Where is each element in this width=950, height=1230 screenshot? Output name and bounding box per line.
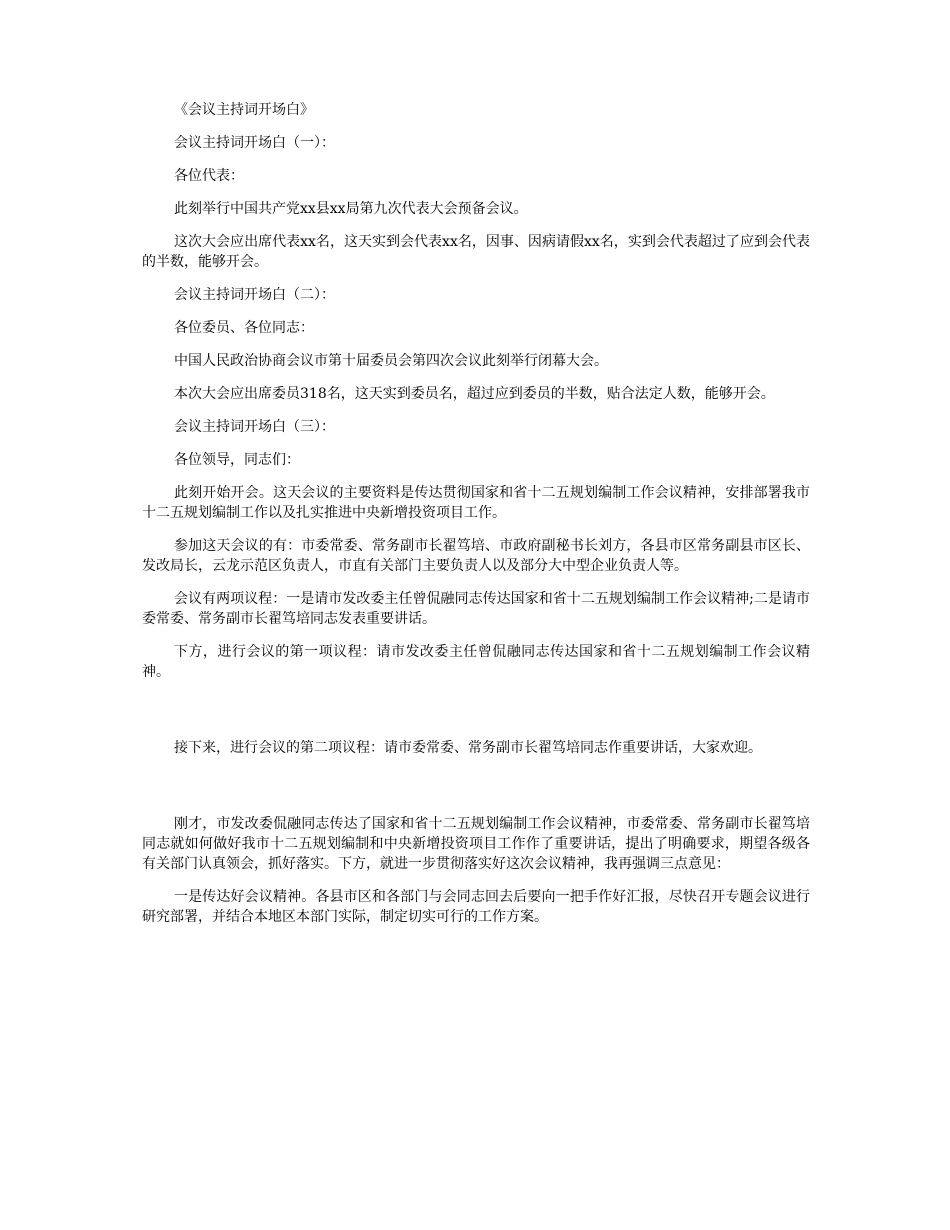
paragraph: 本次大会应出席委员318名，这天实到委员名，超过应到委员的半数，贴合法定人数，能够开会。 bbox=[174, 386, 775, 402]
paragraph: 这次大会应出席代表xx名，这天实到会代表xx名，因事、因病请假xx名，实到会代表超过了应到会代表的半数，能够开会。 bbox=[142, 234, 810, 270]
paragraph: 会议有两项议程：一是请市发改委主任曾侃融同志传达国家和省十二五规划编制工作会议精神;二是请市委常委、常务副市长翟笃培同志发表重要讲话。 bbox=[142, 591, 810, 627]
paragraph: 下方，进行会议的第一项议程：请市发改委主任曾侃融同志传达国家和省十二五规划编制工作会议精神。 bbox=[142, 644, 810, 680]
paragraph: 中国人民政治协商会议市第十届委员会第四次会议此刻举行闭幕大会。 bbox=[174, 353, 608, 369]
document-body bbox=[142, 100, 810, 940]
salutation-1: 各位代表： bbox=[174, 168, 244, 184]
paragraph: 刚才，市发改委侃融同志传达了国家和省十二五规划编制工作会议精神，市委常委、常务副市长翟笃培同志就如何做好我市十二五规划编制和中央新增投资项目工作作了重要讲话，提出了明确要求，期望各级各有关部门认真领会，抓好落实。下方，就进一步贯彻落实好这次会议精神，我再强调三点意见： bbox=[142, 816, 810, 872]
document-title: 《会议主持词开场白》 bbox=[174, 102, 314, 118]
paragraph: 此刻开始开会。这天会议的主要资料是传达贯彻国家和省十二五规划编制工作会议精神，安排部署我市十二五规划编制工作以及扎实推进中央新增投资项目工作。 bbox=[142, 485, 810, 521]
paragraph: 此刻举行中国共产党xx县xx局第九次代表大会预备会议。 bbox=[174, 201, 528, 217]
salutation-2: 各位委员、各位同志： bbox=[174, 320, 314, 336]
salutation-3: 各位领导，同志们： bbox=[174, 452, 300, 468]
section-heading-2: 会议主持词开场白（二）： bbox=[174, 287, 335, 303]
paragraph: 一是传达好会议精神。各县市区和各部门与会同志回去后要向一把手作好汇报，尽快召开专题会议进行研究部署，并结合本地区本部门实际，制定切实可行的工作方案。 bbox=[142, 889, 810, 925]
section-heading-3: 会议主持词开场白（三）： bbox=[174, 419, 335, 435]
section-heading-1: 会议主持词开场白（一）： bbox=[174, 135, 335, 151]
paragraph: 接下来，进行会议的第二项议程：请市委常委、常务副市长翟笃培同志作重要讲话，大家欢迎。 bbox=[174, 740, 762, 756]
paragraph: 参加这天会议的有：市委常委、常务副市长翟笃培、市政府副秘书长刘方，各县市区常务副县市区长、发改局长，云龙示范区负责人，市直有关部门主要负责人以及部分大中型企业负责人等。 bbox=[142, 538, 810, 574]
